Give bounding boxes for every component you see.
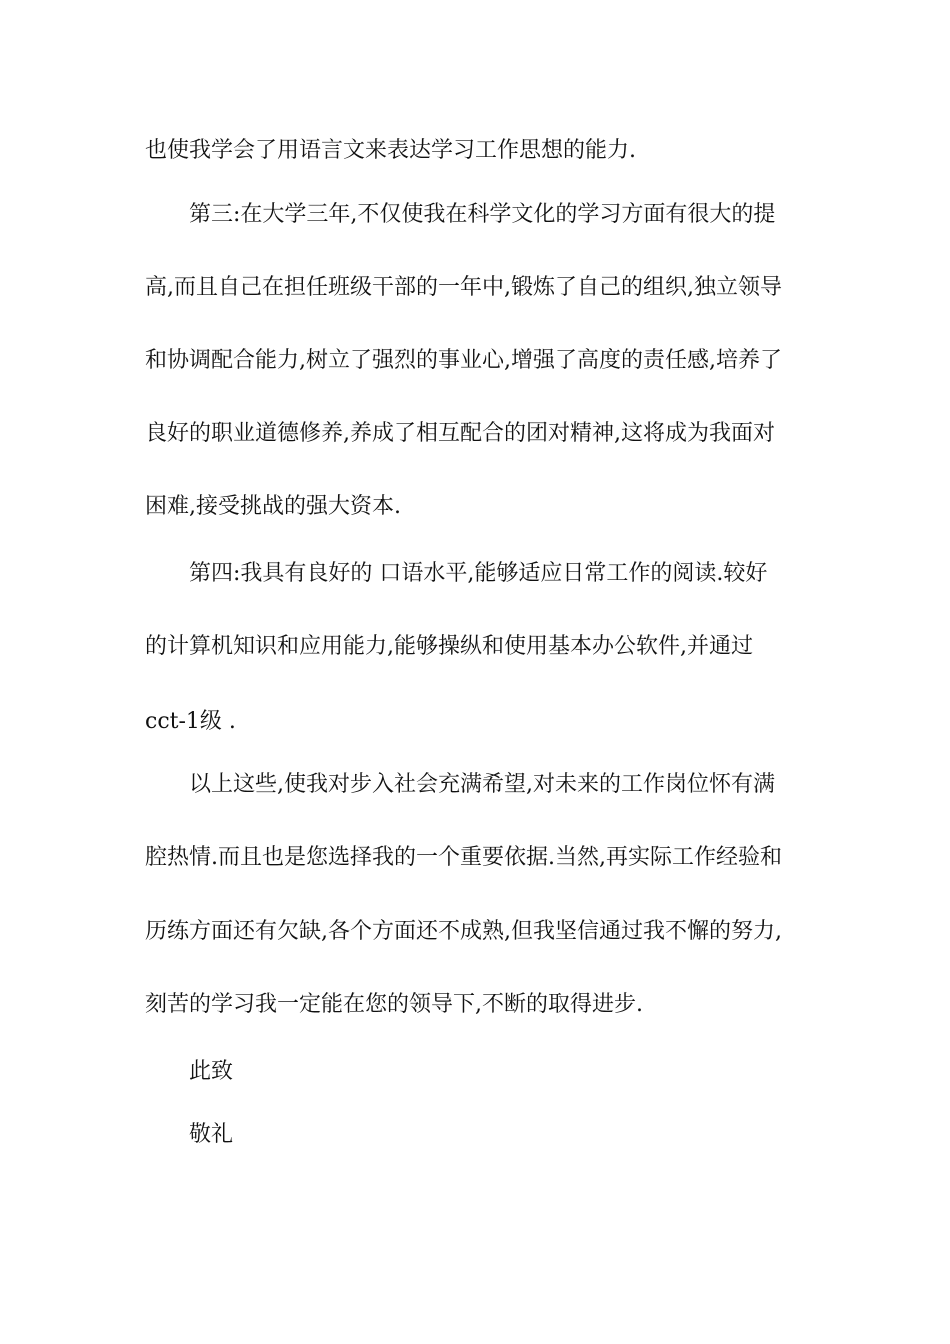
paragraph-line: cct-1级 . bbox=[145, 709, 236, 734]
paragraph-line: 也使我学会了用语言文来表达学习工作思想的能力. bbox=[145, 138, 636, 163]
paragraph-line: 良好的职业道德修养,养成了相互配合的团对精神,这将成为我面对 bbox=[145, 421, 775, 446]
paragraph-line: 历练方面还有欠缺,各个方面还不成熟,但我坚信通过我不懈的努力, bbox=[145, 919, 782, 944]
paragraph-line: 第四:我具有良好的 口语水平,能够适应日常工作的阅读.较好 bbox=[189, 561, 768, 586]
paragraph-line: 和协调配合能力,树立了强烈的事业心,增强了高度的责任感,培养了 bbox=[145, 348, 782, 373]
paragraph-line: 的计算机知识和应用能力,能够操纵和使用基本办公软件,并通过 bbox=[145, 634, 753, 659]
paragraph-line: 腔热情.而且也是您选择我的一个重要依据.当然,再实际工作经验和 bbox=[145, 845, 782, 870]
paragraph-line: 困难,接受挑战的强大资本. bbox=[145, 494, 401, 519]
closing-salutation: 此致 bbox=[189, 1059, 234, 1084]
paragraph-line: 以上这些,使我对步入社会充满希望,对未来的工作岗位怀有满 bbox=[189, 772, 775, 797]
paragraph-line: 第三:在大学三年,不仅使我在科学文化的学习方面有很大的提 bbox=[189, 202, 776, 227]
paragraph-line: 高,而且自己在担任班级干部的一年中,锻炼了自己的组织,独立领导 bbox=[145, 275, 782, 300]
paragraph-line: 刻苦的学习我一定能在您的领导下,不断的取得进步. bbox=[145, 992, 643, 1017]
closing-regards: 敬礼 bbox=[189, 1122, 234, 1147]
